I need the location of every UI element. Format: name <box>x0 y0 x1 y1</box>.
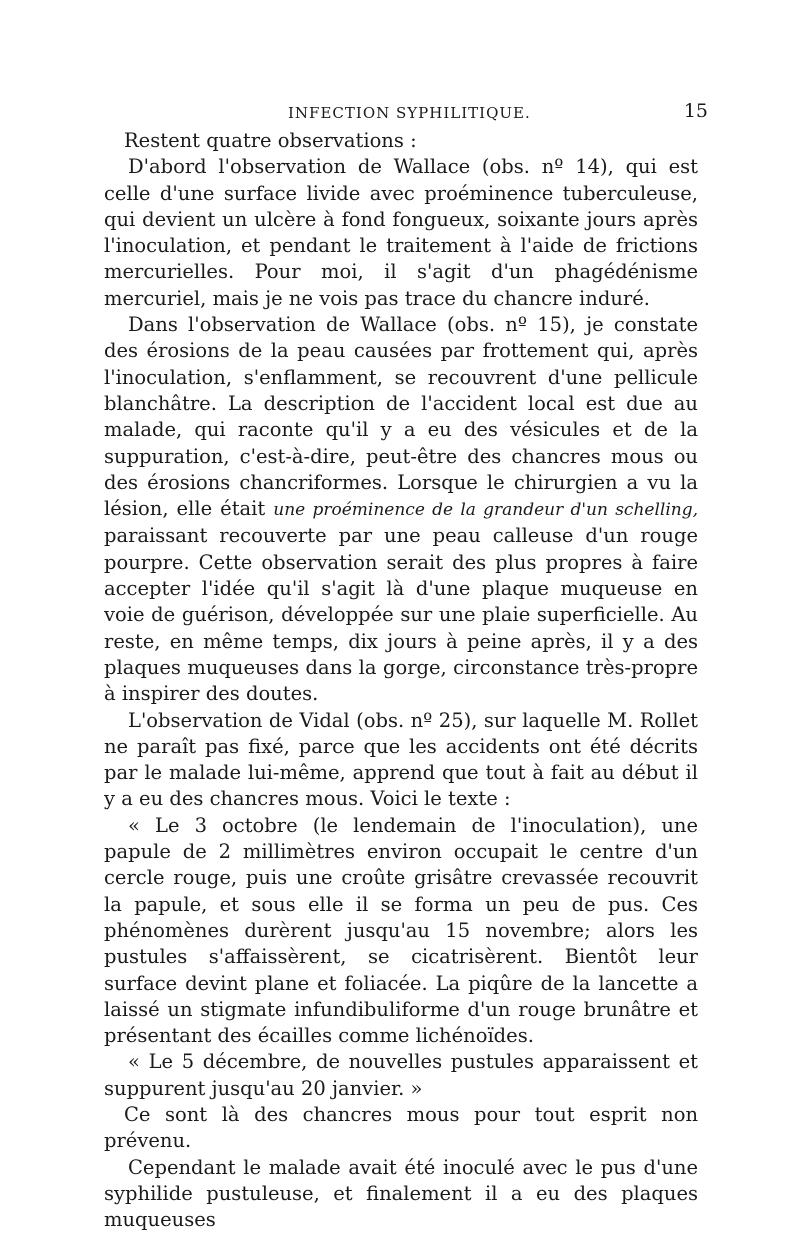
paragraph-wallace-14: D'abord l'observation de Wallace (obs. nº 14), qui est celle d'une surface livide avec proéminence tuberculeuse, qui devient un ulcère à fond fongueux, soixante jours après l'inoculation, et pendant le traitement à l'aide de frictions mercurielles. Pour moi, il s'agit d'un phagédénisme mercuriel, mais je ne vois pas trace du chancre induré. <box>104 155 698 310</box>
page-number: 15 <box>683 100 708 122</box>
page-header <box>0 100 800 128</box>
running-title: INFECTION SYPHILITIQUE. <box>288 104 531 122</box>
paragraph-quote-december: « Le 5 décembre, de nouvelles pustules apparaissent et suppurent jusqu'au 20 janvier. » <box>104 1050 698 1100</box>
paragraph-final: Cependant le malade avait été inoculé avec le pus d'une syphilide pustuleuse, et finalement il a eu des plaques muqueuses <box>104 1155 698 1232</box>
paragraph-intro: Restent quatre observations : <box>124 129 417 152</box>
body-text <box>104 128 698 1233</box>
paragraph-quote-october: « Le 3 octobre (le lendemain de l'inoculation), une papule de 2 millimètres environ occupait le centre d'un cercle rouge, puis une croûte grisâtre crevassée recouvrit la papule, et sous elle il se forma un peu de pus. Ces phénomènes durèrent jusqu'au 15 novembre; alors les pustules s'affaissèrent, se cicatrisèrent. Bientôt leur surface devint plane et foliacée. La piqûre de la lancette a laissé un stigmate infundibuliforme d'un rouge brunâtre et présentant des écailles comme lichénoïdes. <box>104 813 698 1048</box>
paragraph-wallace-15 <box>104 312 698 707</box>
paragraph-wallace-15-main: Dans l'observation de Wallace (obs. nº 15), je constate des érosions de la peau causées par frottement qui, après l'inoculation, s'enflamment, se recouvrent d'une pellicule blanchâtre. La description de l'accident local est due au malade, qui raconte qu'il y a eu des vésicules et de la suppuration, c'est-à-dire, peut-être des chancres mous ou des érosions chancriformes. Lorsque le chirurgien a vu la lésion, elle était <box>104 313 698 521</box>
paragraph-wallace-15-tail: paraissant recouverte par une peau calleuse d'un rouge pourpre. Cette observation serait des plus propres à faire accepter l'idée qu'il s'agit là d'une plaque muqueuse en voie de guérison, développée sur une plaie superficielle. Au reste, en même temps, dix jours à peine après, il y a des plaques muqueuses dans la gorge, circonstance très-propre à inspirer des doutes. <box>104 524 698 706</box>
paragraph-conclusion: Ce sont là des chancres mous pour tout esprit non prévenu. <box>104 1102 698 1153</box>
paragraph-vidal-25: L'observation de Vidal (obs. nº 25), sur laquelle M. Rollet ne paraît pas fixé, parce que les accidents ont été décrits par le malade lui-même, apprend que tout à fait au début il y a eu des chancres mous. Voici le texte : <box>104 708 698 811</box>
italic-quote: une proéminence de la grandeur d'un schelling, <box>273 500 698 521</box>
